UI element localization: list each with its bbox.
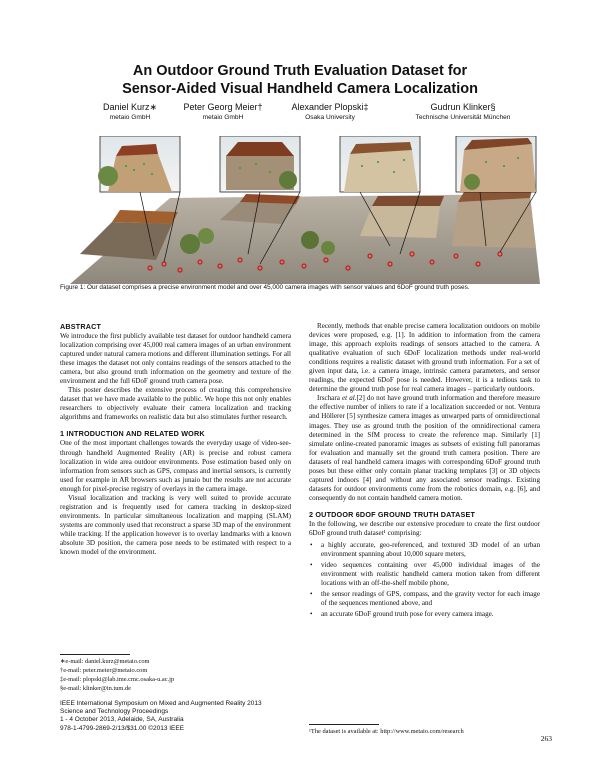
author-affiliation: metaio GmbH (109, 114, 151, 121)
conference-line-1: IEEE International Symposium on Mixed and Augmented Reality 2013 (60, 700, 262, 707)
author-affiliation: metaio GmbH (202, 114, 244, 121)
footnote-rule (60, 654, 130, 655)
list-item: • video sequences containing over 45,000 individual images of the environment with realistic handheld camera motion taken from different locations with an off-the-shelf mobile phone, (309, 561, 540, 588)
text-et-al: et al. (341, 394, 357, 403)
author-name: Daniel Kurz∗ (102, 102, 158, 112)
page-number: 263 (540, 734, 552, 743)
author-2 (168, 102, 278, 123)
conference-line-4: 978-1-4799-2869-2/13/$31.00 ©2013 IEEE (60, 724, 185, 732)
figure-caption: Figure 1: Our dataset comprises a precise environment model and over 45,000 camera images with sensor values and 6DoF ground truth poses. (60, 284, 470, 291)
camera-image-2 (220, 136, 300, 192)
section-1-paragraph-2: Visual localization and tracking is very well suited to provide accurate registration and is frequently used for camera tracking in desktop-sized environments. In particular simultaneous localization and mapping (SLAM) systems are commonly used that reconstruct a sparse 3D map of the environment while tracking. If the application however is to overlay landmarks with a known absolute 3D position, the camera pose needs to be estimated with respect to a known model of the environment. (60, 493, 291, 557)
author-1 (82, 102, 178, 123)
author-name: Gudrun Klinker§ (430, 102, 496, 112)
section-2-heading: 2 OUTDOOR 6DOF GROUND TRUTH DATASET (309, 509, 476, 519)
right-paragraph-2 (309, 394, 540, 503)
author-name: Alexander Plopski‡ (291, 102, 369, 112)
dataset-url-footnote: ¹The dataset is available at: http://www.metaio.com/research (309, 728, 464, 735)
text-p2-rest: [2] do not have ground truth information and therefore measure the effective number of inliers to rate if a localization succeeded or not. Ventura and Höllerer [5] synthesize camera images as unwarped parts of omnidirectional images. They use as ground truth the position of the omnidirectional camera determined in the SfM process to create the reference map. Similarly [1] simulate online-created panoramic images as subsets of existing full panoramas for evaluation and manually set the ground truth camera position. There are datasets of real handheld camera images with corresponding 6DoF ground truth poses but these either only contain planar tracking templates [3] or 3D objects captured indoors [4] and without any associated sensor readings. Existing datasets for outdoor environments come from the robotics domain, e.g. [6], and consequently do not contain handheld camera motion. (309, 394, 540, 502)
footnote-email-1: ∗e-mail: daniel.kurz@metaio.com (60, 658, 150, 665)
conference-line-2: Science and Technology Proceedings (60, 708, 169, 716)
list-item: • a highly accurate, geo-referenced, and textured 3D model of an urban environment spanning about 10,000 square meters, (309, 541, 540, 559)
section-1-heading: 1 INTRODUCTION AND RELATED WORK (60, 429, 205, 439)
abstract-heading: ABSTRACT (60, 322, 102, 331)
list-item: • the sensor readings of GPS, compass, and the gravity vector for each image of the sequences mentioned above, and (309, 590, 540, 608)
right-column (309, 322, 540, 619)
right-paragraph-1: Recently, methods that enable precise camera localization outdoors on mobile devices were proposed, e.g. [1]. In addition to information from the camera image, this approach exploits readings of sensors attached to the camera. A qualitative evaluation of such 6DoF localization methods under real-world conditions requires a realistic dataset with ground truth information. For a set of given input data, i.e. a camera image, intrinsic camera parameters, and sensor readings, the expected 6DoF pose is needed. However, it is a tedious task to determine the ground truth pose for real camera images – particularly outdoors. (309, 322, 540, 394)
environment-model (60, 190, 540, 284)
author-name: Peter Georg Meier† (183, 102, 263, 112)
footnote-email-2: †e-mail: peter.meier@metaio.com (60, 667, 148, 674)
paper-title (0, 62, 600, 98)
footnote-right (309, 724, 540, 736)
list-item: • an accurate 6DoF ground truth pose for every camera image. (309, 610, 540, 619)
footnotes-left (60, 654, 291, 693)
teaser-figure (60, 136, 540, 284)
left-column (60, 322, 291, 557)
author-3 (275, 102, 385, 123)
conference-info (60, 700, 262, 733)
section-2-paragraph: In the following, we describe our extensive procedure to create the first outdoor 6DoF ground truth dataset¹ comprising: (309, 519, 540, 537)
camera-image-3 (340, 136, 420, 192)
title-line-1: An Outdoor Ground Truth Evaluation Dataset for (132, 63, 468, 79)
abstract-paragraph-1: We introduce the first publicly available test dataset for outdoor handheld camera localization comprising over 45,000 real camera images of an urban environment captured under natural camera motions and different illumination settings. For all these images the dataset not only contains readings of the sensors attached to the camera, but also ground truth information on the geometry and texture of the environment and the full 6DoF ground truth camera pose. (60, 332, 291, 386)
author-affiliation: Technische Universität München (415, 114, 511, 121)
footnote-email-3: ‡e-mail: plopski@lab.ime.cmc.osaka-u.ac.jp (60, 676, 175, 683)
camera-image-4 (456, 136, 536, 192)
dataset-bullet-list (309, 541, 540, 619)
section-1-paragraph-1: One of the most important challenges towards the everyday usage of video-see-through handheld Augmented Reality (AR) is precise and robust camera localization in wide area outdoor environments. Pose estimation based only on information from sensors such as GPS, compass and inertial sensors, is currently used for example in AR browsers such as junaio but the results are not accurate enough for pixel-precise registry of overlays in the camera image. (60, 439, 291, 493)
camera-image-1 (98, 136, 180, 192)
footnote-email-4: §e-mail: klinker@in.tum.de (60, 685, 132, 692)
abstract-paragraph-2: This poster describes the extensive process of creating this comprehensive dataset that we have made available to the public. We hope this not only enables researchers to objectively evaluate their camera localization and tracking algorithms and frameworks on realistic data but also stimulates further research. (60, 386, 291, 422)
title-line-2: Sensor-Aided Visual Handheld Camera Localization (122, 81, 478, 97)
author-affiliation: Osaka University (305, 114, 355, 121)
author-4 (388, 102, 538, 123)
footnote-rule (309, 724, 379, 725)
text-irschara: Irschara (317, 394, 342, 403)
conference-line-3: 1 - 4 October 2013, Adelaide, SA, Australia (60, 716, 184, 724)
